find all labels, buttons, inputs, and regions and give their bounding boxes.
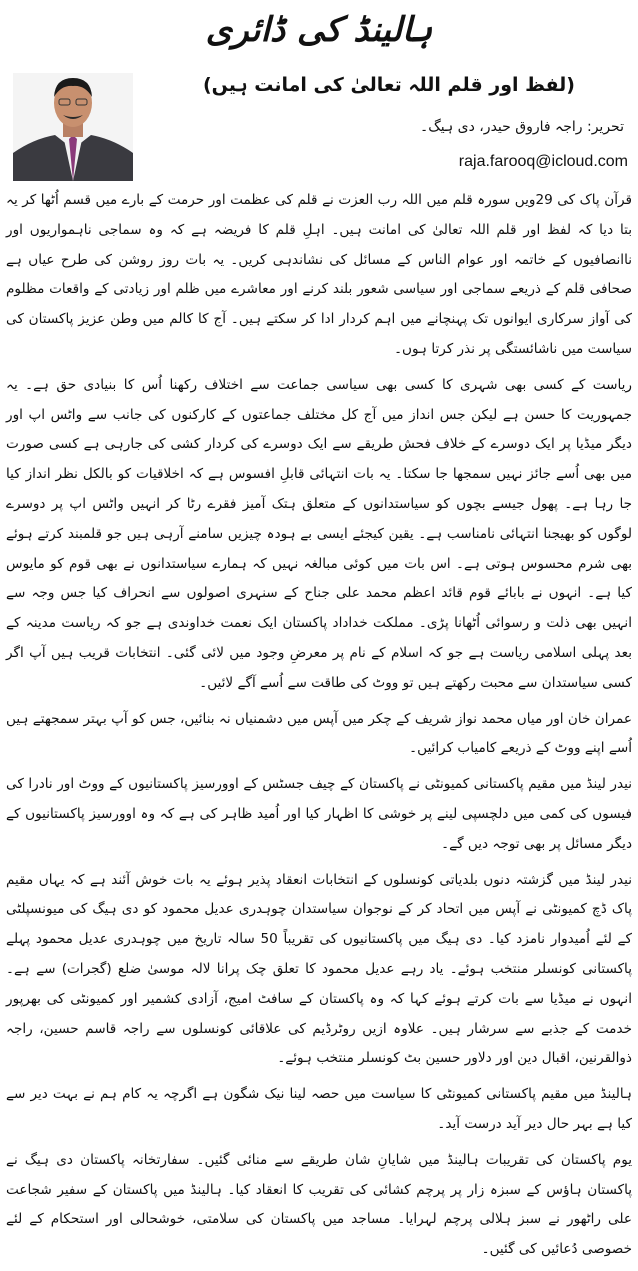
article-paragraph: ریاست کے کسی بھی شہری کا کسی بھی سیاسی جماعت سے اختلاف رکھنا اُس کا بنیادی حق ہے۔ یہ جمہوریت کا حسن ہے لیکن جس انداز میں آج کل مختلف جماعتوں کے کارکنوں کی جانب سے واٹس اپ اور دیگر میڈیا پر ایک دوسرے کے خلاف فحش طریقے سے ایک دوسرے کی کردار کشی کی جارہی ہے کسی صورت میں بھی اُسے جائز نہیں سمجھا جا سکتا۔ یہ بات انتہائی قابلِ افسوس ہے کہ اخلاقیات کو بالکل نظر انداز کیا جا رہا ہے۔ پھول جیسے بچوں کو سیاستدانوں کے متعلق ہتک آمیز فقرے رٹا کر انہیں واٹس اپ پر دوسرے لوگوں کو بھیجنا انتہائی نامناسب ہے۔ یقین کیجئے ایسی بے ہودہ چیزیں سامنے آرہی ہیں جو قلمبند کرتے ہوئے بھی شرم محسوس ہوتی ہے۔ اس بات میں کوئی مبالغہ نہیں کہ ہمارے سیاستدانوں نے بھی قوم کو مایوس کیا ہے۔ انہوں نے بابائے قوم قائد اعظم محمد علی جناح کے سنہری اصولوں سے انحراف کیا جس وجہ سے انہیں بھی ذلت و رسوائی اُٹھانا پڑی۔ مملکت خداداد پاکستان ایک نعمت خداوندی ہے جو کہ ریاست مدینہ کے بعد پہلی اسلامی ریاست ہے جو کہ اسلام کے نام پر معرضِ وجود میں لائی گئی۔ انتخابات قریب ہیں آپ اگر کسی سیاستدان سے محبت رکھتے ہیں تو ووٹ کی طاقت سے اُسے آگے لائیں۔ xyxy=(6,376,632,691)
article-paragraph: عمران خان اور میاں محمد نواز شریف کے چکر میں آپس میں دشمنیاں نہ بنائیں، جس کو آپ بہتر سمجھتے ہیں اُسے اپنے ووٹ کے ذریعے کامیاب کرائیں۔ xyxy=(6,710,632,757)
article-paragraph: نیدر لینڈ میں گزشتہ دنوں بلدیاتی کونسلوں کے انتخابات انعقاد پذیر ہوئے یہ بات خوش آئند ہے کہ یہاں مقیم پاک ڈچ کمیونٹی نے آپس میں اتحاد کر کے نوجوان سیاستدان چوہدری عدیل محمود کو دی ہیگ کی میونسپلٹی کے لئے اُمیدوار نامزد کیا۔ دی ہیگ میں پاکستانیوں کی تقریباً 50 سالہ تاریخ میں چوہدری عدیل محمود پہلے پاکستانی کونسلر منتخب ہوئے۔ یاد رہے عدیل محمود کا تعلق چک پرانا لالہ موسیٰ ضلع (گجرات) سے ہے۔ انہوں نے میڈیا سے بات کرتے ہوئے کہا کہ وہ پاکستان کے سافٹ امیج، آزادی کشمیر اور کمیونٹی کی بھرپور خدمت کے جذبے سے سرشار ہیں۔ علاوہ ازیں روٹرڈیم کی علاقائی کونسلوں سے راجہ قاسم حسین، راجہ ذوالقرنین، اقبال دین اور دلاور حسین بٹ کونسلر منتخب ہوئے۔ xyxy=(6,871,632,1067)
article-paragraph: قرآن پاک کی 29ویں سورہ قلم میں اللہ رب العزت نے قلم کی عظمت اور حرمت کے بارے میں قسم اُٹھا کر یہ بتا دیا کہ لفظ اور قلم اللہ تعالیٰ کی امانت ہیں۔ اہلِ قلم کا فریضہ ہے کہ وہ سماجی ناہمواریوں اور ناانصافیوں کے خاتمہ اور عوام الناس کے مسائل کی نشاندہی کریں۔ یہ بات روز روشن کی طرح عیاں ہے صحافی قلم کے ذریعے سماجی اور سیاسی شعور بلند کرنے اور معاشرے میں ظلم اور زیادتی کے واقعات مظلوم کی آواز سرکاری ایوانوں تک پہنچانے میں اہم کردار ادا کر سکتے ہیں۔ آج کا کالم میں وطن عزیز پاکستان کی سیاست میں ناشائستگی پر نذر کرتا ہوں۔ xyxy=(6,192,632,357)
page-title: ہالینڈ کی ڈائری xyxy=(205,10,433,50)
author-byline: تحریر: راجہ فاروق حیدر، دی ہیگ۔ xyxy=(420,119,624,135)
author-email: raja.farooq@icloud.com xyxy=(458,153,628,170)
article-body xyxy=(6,186,632,1271)
article-paragraph: یوم پاکستان کی تقریبات ہالینڈ میں شایانِ شان طریقے سے منائی گئیں۔ سفارتخانہ پاکستان دی ہیگ نے پاکستان ہاؤس کے سبزہ زار پر پرچم کشائی کی تقریب کا انعقاد کیا۔ ہالینڈ میں پاکستان کے سفیر شجاعت علی راٹھور نے سبز ہلالی پرچم لہرایا۔ مساجد میں پاکستان کی سلامتی، خوشحالی اور استحکام کے لئے خصوصی دُعائیں کی گئیں۔ xyxy=(6,1151,632,1258)
article-paragraph: نیدر لینڈ میں مقیم پاکستانی کمیونٹی نے پاکستان کے چیف جسٹس کے اوورسیز پاکستانیوں کے ووٹ اور نادرا کی فیسوں کی کمی میں دلچسپی لینے پر خوشی کا اظہار کیا اور اُمید ظاہر کی ہے کہ وہ اوورسیز پاکستانیوں کے دیگر مسائل پر بھی توجہ دیں گے۔ xyxy=(6,776,632,852)
page-subtitle: (لفظ اور قلم اللہ تعالیٰ کی امانت ہیں) xyxy=(203,74,575,96)
author-photo xyxy=(13,73,133,181)
article-paragraph: ہالینڈ میں مقیم پاکستانی کمیونٹی کا سیاست میں حصہ لینا نیک شگون ہے اگرچہ یہ کام ہم نے بہت دیر سے کیا ہے بہر حال دیر آید درست آید۔ xyxy=(6,1086,632,1132)
